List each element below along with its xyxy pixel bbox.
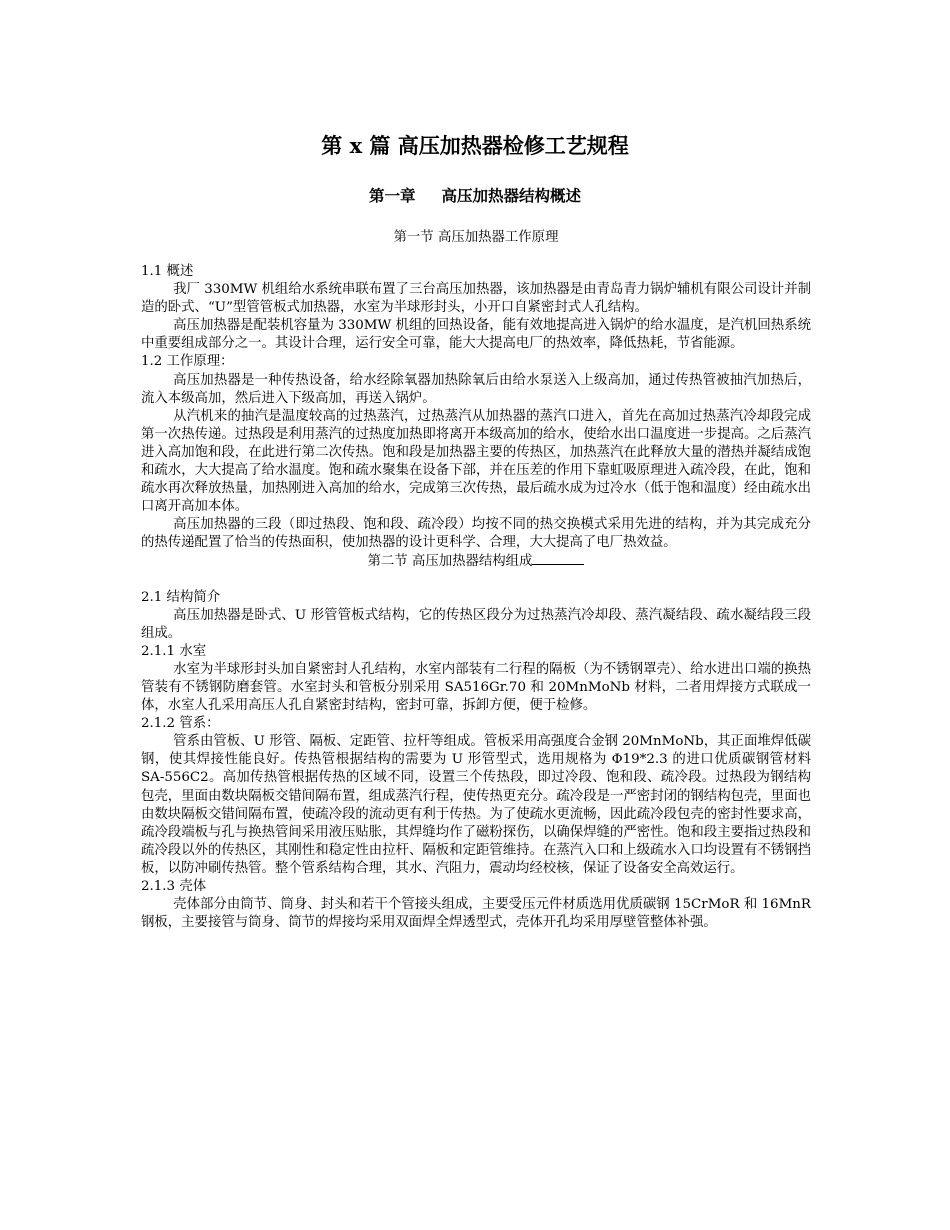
chapter-number: 第一章 <box>368 186 416 205</box>
document-title: 第 x 篇 高压加热器检修工艺规程 <box>321 133 629 158</box>
paragraph: 我厂 330MW 机组给水系统串联布置了三台高压加热器，该加热器是由青岛青力锅炉辅机有限公司设计并制造的卧式、“U”型管管板式加热器，水室为半球形封头，小开口自紧密封式人孔结构。 <box>141 282 811 316</box>
underline-blank <box>532 553 584 565</box>
paragraph: 管系由管板、U 形管、隔板、定距管、拉杆等组成。管板采用高强度合金钢 20MnMoNb，其正面堆焊低碳钢，使其焊接性能良好。传热管根据结构的需要为 U 形管型式，选用规格为 Φ19*2.3 的进口优质碳钢管材料 SA-556C2。高加传热管根据传热的区域不同，设置三个传热段，即过冷段、饱和段、疏冷段。过热段为钢结构包壳，里面由数块隔板交错间隔布置，组成蒸汽行程，使传热更充分。疏冷段是一严密封闭的钢结构包壳，里面也由数块隔板交错间隔布置，使疏冷段的流动更有利于传热。为了使疏水更流畅，因此疏冷段包壳的密封性要求高，疏冷段端板与孔与换热管间采用液压贴胀，其焊缝均作了磁粉探伤，以确保焊缝的严密性。饱和段主要指过热段和疏冷段以外的传热区，其刚性和稳定性由拉杆、隔板和定距管维持。在蒸汽入口和上级疏水入口均设置有不锈钢挡板，以防冲刷传热管。整个管系结构合理，其水、汽阻力，震动均经校核，保证了设备安全高效运行。 <box>141 734 811 876</box>
paragraph: 高压加热器是配装机容量为 330MW 机组的回热设备，能有效地提高进入锅炉的给水温度，是汽机回热系统中重要组成部分之一。其设计合理，运行安全可靠，能大大提高电厂的热效率，降低热耗，节省能源。 <box>141 318 811 352</box>
paragraph: 高压加热器是卧式、U 形管管板式结构，它的传热区段分为过热蒸汽冷却段、蒸汽凝结段、疏水凝结段三段组成。 <box>141 607 811 641</box>
document-body <box>141 229 811 932</box>
heading-1-2: 1.2 工作原理： <box>141 354 234 370</box>
heading-2-1-3: 2.1.3 壳体 <box>141 879 207 894</box>
paragraph: 高压加热器是一种传热设备，给水经除氧器加热除氧后由给水泵送入上级高加，通过传热管被抽汽加热后，流入本级高加，然后进入下级高加，再送入锅炉。 <box>141 372 811 406</box>
section-1-heading: 第一节 高压加热器工作原理 <box>393 230 559 245</box>
chapter-heading <box>0 185 950 207</box>
paragraph: 壳体部分由筒节、筒身、封头和若干个管接头组成，主要受压元件材质选用优质碳钢 15CrMoR 和 16MnR 钢板，主要接管与筒身、筒节的焊接均采用双面焊全焊透型式，壳体开孔均采用厚壁管整体补强。 <box>141 897 811 931</box>
section-2-title: 第二节 高压加热器结构组成 <box>367 553 533 569</box>
heading-2-1-1: 2.1.1 水室 <box>141 643 207 659</box>
chapter-name: 高压加热器结构概述 <box>441 186 582 205</box>
paragraph: 高压加热器的三段（即过热段、饱和段、疏冷段）均按不同的热交换模式采用先进的结构，并为其完成充分的热传递配置了恰当的传热面积，使加热器的设计更科学、合理，大大提高了电厂热效益。 <box>141 517 811 551</box>
heading-2-1-2: 2.1.2 管系： <box>141 716 220 732</box>
heading-1-1: 1.1 概述 <box>141 264 194 279</box>
paragraph: 水室为半球形封头加自紧密封人孔结构，水室内部装有二行程的隔板（为不锈钢罩壳）、给水进出口端的换热管装有不锈钢防磨套管。水室封头和管板分别采用 SA516Gr.70 和 20MnMoNb 材料，二者用焊接方式联成一体，水室人孔采用高压人孔自紧密封结构，密封可靠，拆卸方便，便于检修。 <box>141 661 811 714</box>
paragraph: 从汽机来的抽汽是温度较高的过热蒸汽，过热蒸汽从加热器的蒸汽口进入，首先在高加过热蒸汽冷却段完成第一次热传递。过热段是利用蒸汽的过热度加热即将离开本级高加的给水，使给水出口温度进一步提高。之后蒸汽进入高加饱和段，在此进行第二次传热。饱和段是加热器主要的传热区，加热蒸汽在此释放大量的潜热并凝结成饱和疏水，大大提高了给水温度。饱和疏水聚集在设备下部，并在压差的作用下靠虹吸原理进入疏冷段，在此，饱和疏水再次释放热量，加热刚进入高加的给水，完成第三次传热，最后疏水成为过冷水（低于饱和温度）经由疏水出口离开高加本体。 <box>141 408 811 515</box>
section-2-heading <box>141 553 811 571</box>
heading-2-1: 2.1 结构简介 <box>141 589 221 605</box>
